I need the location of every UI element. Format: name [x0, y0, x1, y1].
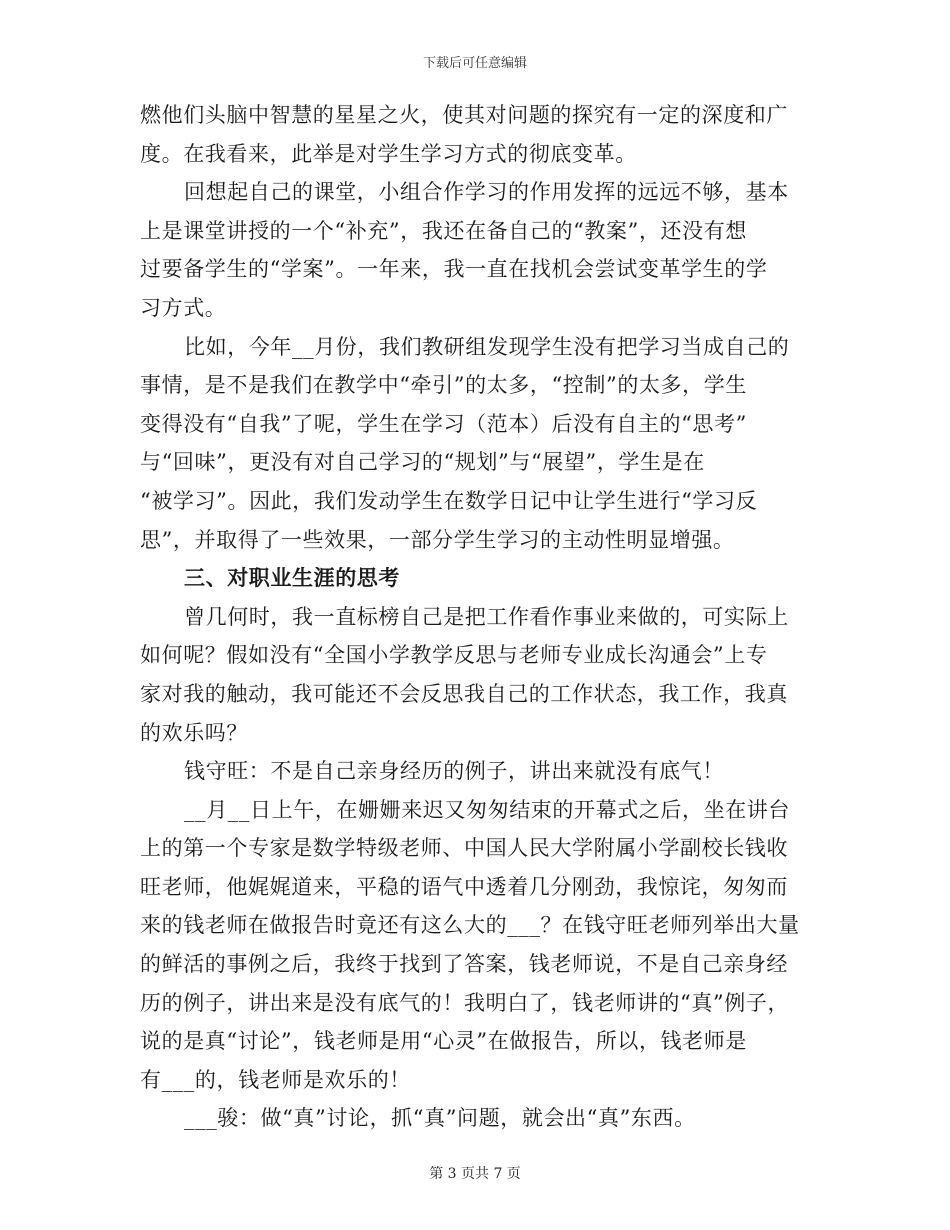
paragraph-line: “被学习”。因此，我们发动学生在数学日记中让学生进行“学习反	[140, 488, 758, 513]
paragraph-line: 曾几何时，我一直标榜自己是把工作看作事业来做的，可实际上	[184, 604, 789, 629]
paragraph-line: 事情，是不是我们在教学中“牵引”的太多，“控制”的太多，学生	[140, 373, 747, 398]
page-footer: 第 3 页共 7 页	[429, 1166, 521, 1182]
paragraph-line: 上的第一个专家是数学特级老师、中国人民大学附属小学副校长钱收	[140, 836, 788, 861]
paragraph-line: 的欢乐吗？	[140, 720, 248, 745]
paragraph-line: ___骏：做“真”讨论，抓“真”问题，就会出“真”东西。	[184, 1106, 696, 1131]
paragraph-line: 钱守旺：不是自己亲身经历的例子，讲出来就没有底气！	[184, 759, 724, 784]
paragraph-line: __月__日上午，在姗姗来迟又匆匆结束的开幕式之后，坐在讲台	[184, 797, 790, 822]
paragraph-line: 旺老师，他娓娓道来，平稳的语气中透着几分刚劲，我惊诧，匆匆而	[140, 874, 788, 899]
paragraph-line: 历的例子，讲出来是没有底气的！我明白了，钱老师讲的“真”例子，	[140, 990, 790, 1015]
paragraph-line: 习方式。	[140, 295, 227, 320]
page-header: 下载后可任意编辑	[422, 56, 527, 71]
paragraph-line: 有___的，钱老师是欢乐的！	[140, 1067, 411, 1092]
section-heading: 三、对职业生涯的思考	[184, 566, 400, 591]
paragraph-line: 来的钱老师在做报告时竟还有这么大的___？在钱守旺老师列举出大量	[140, 913, 800, 938]
paragraph-line: 思”，并取得了一些效果，一部分学生学习的主动性明显增强。	[140, 527, 735, 552]
paragraph-line: 回想起自己的课堂，小组合作学习的作用发挥的远远不够，基本	[184, 180, 789, 205]
paragraph-line: 比如，今年__月份，我们教研组发现学生没有把学习当成自己的	[184, 334, 790, 359]
paragraph-line: 燃他们头脑中智慧的星星之火，使其对问题的探究有一定的深度和广	[140, 103, 788, 127]
paragraph-line: 与“回味”，更没有对自己学习的“规划”与“展望”，学生是在	[140, 450, 705, 475]
paragraph-line: 如何呢？假如没有“全国小学教学反思与老师专业成长沟通会”上专	[140, 643, 768, 668]
document-body	[140, 96, 816, 1138]
paragraph-line: 变得没有“自我”了呢，学生在学习（范本）后没有自主的“思考”	[140, 411, 747, 436]
paragraph-line: 度。在我看来，此举是对学生学习方式的彻底变革。	[140, 141, 637, 166]
paragraph-line: 的鲜活的事例之后，我终于找到了答案，钱老师说，不是自己亲身经	[140, 952, 788, 977]
paragraph-line: 上是课堂讲授的一个“补充”，我还在备自己的“教案”，还没有想	[140, 218, 747, 243]
paragraph-line: 过要备学生的“学案”。一年来，我一直在找机会尝试变革学生的学	[140, 257, 768, 282]
paragraph-line: 家对我的触动，我可能还不会反思我自己的工作状态，我工作，我真	[140, 681, 788, 706]
paragraph-line: 说的是真“讨论”，钱老师是用“心灵”在做报告，所以，钱老师是	[140, 1029, 747, 1054]
